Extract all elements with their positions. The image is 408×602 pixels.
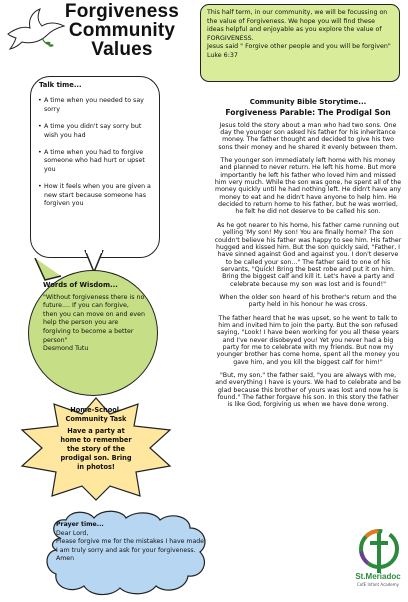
prayer-line: Amen [56, 554, 74, 562]
wisdom-heading: Words of Wisdom... [43, 281, 118, 289]
task-body: Have a party at home to remember the story of the prodigal son. Bring in photos! [60, 427, 132, 471]
info-quote: Jesus said " Forgive other people and you will be forgiven" Luke 6:37 [207, 43, 391, 59]
talk-time-bubble [30, 76, 160, 258]
title-line: Values [91, 39, 153, 60]
wisdom-bubble [28, 270, 158, 396]
list-item: • How it feels when you are given a new start because someone has forgiven you [44, 183, 153, 208]
talk-time-heading: Talk time... [39, 81, 82, 89]
list-item: • A time when you had to forgive someone who had hurt or upset you [44, 149, 153, 174]
prayer-line: Please forgive me for the mistakes I have made. I am truly sorry and ask for your forgiveness. [56, 538, 206, 554]
page-title [52, 2, 192, 59]
task-heading [18, 406, 174, 424]
info-text: This half term, in our community, we will be focussing on the value of Forgiveness. We hope you will find these ideas helpful and enjoyable as you explore the value of FORGIVENESS. [207, 9, 388, 42]
story-subheading: Forgiveness Parable: The Prodigal Son [225, 108, 391, 118]
wisdom-quote: "Without forgiveness there is no future.... If you can forgive, then you can move on and even help the person you are forgiving to become a better person" [43, 293, 145, 344]
story-paragraph: As he got nearer to his home, his father came running out yelling 'My son! My son! You are finally home? The son couldn't believe his father was happy to see him. His father hugged and kissed him. But the son quickly said, "Father, I have sinned against God and against you. I don't deserve to be called your son..." The father said to one of his servants, "Quick! Bring the best robe and put it on him. Bring the biggest calf and kill it. Let's have a party and celebrate because my son was lost and is found!" [214, 221, 402, 288]
story-paragraph: "But, my son," the father said, "you are always with me, and everything I have is yours. We had to celebrate and be glad because this brother of yours was lost and now he is found." The father forgave his son. In this story the father is like God, forgiving us when we have done wrong. [215, 372, 401, 409]
story-heading: Community Bible Storytime... [249, 98, 367, 106]
talk-time-list [37, 97, 153, 208]
task-heading-line: Community Task [65, 415, 127, 423]
story-paragraph: Jesus told the story about a man who had two sons. One day the younger son asked his father for his inheritance money. The father thought and decided to give his two sons their money and he shared it evenly between them. [218, 121, 398, 151]
school-subtitle: CofE Infant Academy [357, 582, 399, 587]
info-box [200, 4, 400, 82]
title-line: Community [68, 20, 176, 41]
wisdom-author: Desmond Tutu [43, 345, 89, 353]
story-paragraph: The father heard that he was upset, so he went to talk to him and invited him to join the party. But the son refused saying, "Look! I have been working for you all these years and I've never disobeyed you! Yet you never had a big party for me to celebrate with my friends. But now my younger brother has come home, spent all the money you gave him, and you kill the biggest calf for him!" [216, 314, 400, 366]
title-line: Forgiveness [64, 1, 180, 22]
prayer-line: Dear Lord, [56, 530, 89, 538]
story-paragraph: When the older son heard of his brother's return and the party held in his honour he was cross. [219, 293, 397, 309]
bible-story [214, 99, 402, 415]
list-item: • A time you didn't say sorry but wish you had [44, 123, 153, 140]
list-item: • A time when you needed to say sorry [44, 97, 153, 114]
task-text [18, 406, 174, 472]
prayer-text [56, 521, 206, 563]
story-paragraph: The younger son immediately left home with his money and planned to never return. He left his home. But more importantly he left his father who loved him and missed him very much. While the son was gone, he spent all of the money quickly until he had nothing left. He didn't have any money to eat and he didn't have anyone to help him. He decided to return home to his father, but he was worried, he felt he did not deserve to be called his son. [214, 157, 402, 216]
prayer-heading: Prayer time... [56, 521, 104, 528]
school-name: St.Meriadoc [355, 572, 401, 581]
task-heading-line: Home-School- [70, 406, 122, 414]
